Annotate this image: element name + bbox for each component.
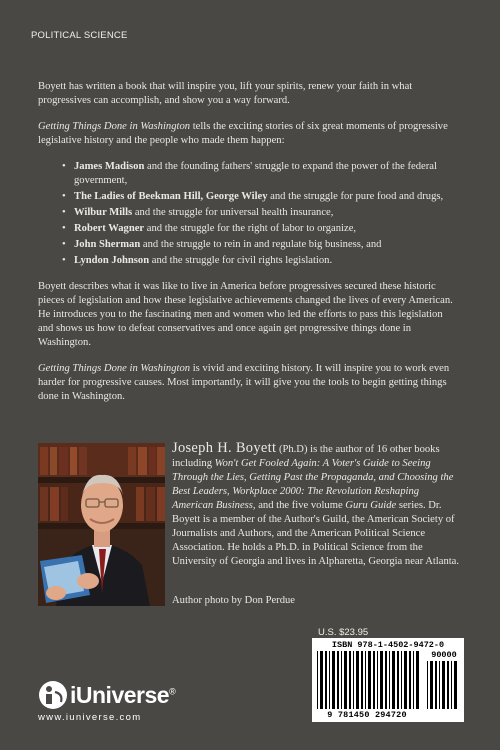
barcode-bar [368,651,371,709]
iuniverse-logo-icon [38,680,68,710]
barcode-bar [392,651,395,709]
barcode-bar [413,651,414,709]
barcode-bar [337,651,339,709]
closing-paragraph [38,362,458,404]
moments-list [38,160,458,268]
barcode-bar [435,661,437,709]
barcode-bar [439,661,440,709]
photo-credit: Author photo by Don Perdue [172,595,295,606]
moment-name: James Madison [74,161,145,172]
moment-desc: and the struggle for the right of labor to organize, [144,223,357,234]
barcode-bar [401,651,402,709]
registered-mark: ® [169,686,176,697]
barcode-bar [454,661,457,709]
bio-tail: series. Dr. Boyett is a member of the Author's Guild, the American Society of Journalists and Authors, and the American Political Science Association. He holds a Ph.D. in Political Science from the University of Georgia and lives in Alpharetta, Georgia near Atlanta. [172,500,460,567]
barcode-bar [349,651,351,709]
barcode-bar [451,661,452,709]
moment-desc: and the struggle for universal health insurance, [132,207,334,218]
barcode-bar [320,651,323,709]
list-item [62,222,458,236]
moment-name: Lyndon Johnson [74,255,150,266]
barcode-digits: 9 781450 294720 [327,710,407,720]
barcode-bar [430,661,433,709]
barcode-bar [427,661,428,709]
author-bio [172,441,462,569]
publisher-wordmark: iUniverse [70,682,170,708]
book-description [38,80,458,416]
barcode-bar [409,651,411,709]
barcode-bar [317,651,318,709]
barcode-bar [361,651,363,709]
book-title: Workplace 2000: The Revolution Reshaping American Business, [172,486,420,511]
moment-name: The Ladies of Beekman Hill, George Wiley [74,191,268,202]
author-photo [38,443,165,606]
barcode-bar [447,661,449,709]
closing-text: is vivid and exciting history. It will inspire you to work even harder for progressive causes. Most importantly, it will give you the tools to begin getting things done in Washington. [38,363,450,402]
price-label: U.S. $23.95 [318,627,369,638]
barcode-bar [353,651,354,709]
price-code: 90000 [431,650,457,660]
author-name: Joseph H. Boyett [172,440,277,456]
author-degree: (Ph.D) [276,444,308,455]
moment-desc: and the struggle for civil rights legislation. [149,255,333,266]
barcode-bar [380,651,383,709]
moment-desc: and the struggle for pure food and drugs, [267,191,444,202]
stories-paragraph [38,120,458,148]
bio-lead: is the author of 16 other books including [172,444,440,469]
barcode-bar [442,661,445,709]
barcode-bar [404,651,407,709]
list-item [62,206,458,220]
barcode-bar [389,651,390,709]
barcode-bar [329,651,330,709]
book-title: Won't Get Fooled Again: A Voter's Guide to Seeing Through the Lies, Getting Past the Propaganda, and Choosing the Best Leaders, [172,458,454,497]
intro-paragraph: Boyett has written a book that will inspire you, lift your spirits, renew your faith in what progressives can accomplish, and show you a way forward. [38,81,413,106]
list-item [62,238,458,252]
barcode-bars [315,651,461,711]
barcode-bar [356,651,359,709]
isbn-barcode [312,638,464,722]
moment-desc: and the founding fathers' struggle to expand the power of the federal government, [74,161,437,186]
moment-desc: and the struggle to rein in and regulate big business, and [140,239,382,250]
barcode-bar [385,651,387,709]
list-item [62,254,458,268]
category-label: POLITICAL SCIENCE [31,30,128,41]
barcode-bar [377,651,378,709]
moment-name: Wilbur Mills [74,207,133,218]
description-paragraph: Boyett describes what it was like to live in America before progressives secured these historic pieces of legislation and how these legislative achievements changed the lives of every American. He introduces you to the fascinating men and women who led the efforts to pass this legislation and shows us how to defeat conservatives and once again get progressive things done in Washington. [38,281,453,348]
book-title: Getting Things Done in Washington [38,121,191,132]
barcode-bar [416,651,419,709]
publisher-name [70,682,175,709]
list-item [62,160,458,188]
barcode-bar [365,651,366,709]
isbn-label: ISBN 978-1-4502-9472-0 [331,640,445,650]
book-title: Guru Guide [345,500,397,511]
moment-name: Robert Wagner [74,223,145,234]
barcode-bar [341,651,342,709]
barcode-bar [332,651,335,709]
stories-text: tells the exciting stories of six great moments of progressive legislative history and the people who made them happen: [38,121,448,146]
barcode-bar [397,651,399,709]
barcode-bar [325,651,327,709]
publisher-url: www.iuniverse.com [38,712,142,723]
bio-mid: and the five volume [255,500,346,511]
book-title: Getting Things Done in Washington [38,363,191,374]
moment-name: John Sherman [74,239,141,250]
barcode-bar [344,651,347,709]
list-item [62,190,458,204]
barcode-bar [373,651,375,709]
